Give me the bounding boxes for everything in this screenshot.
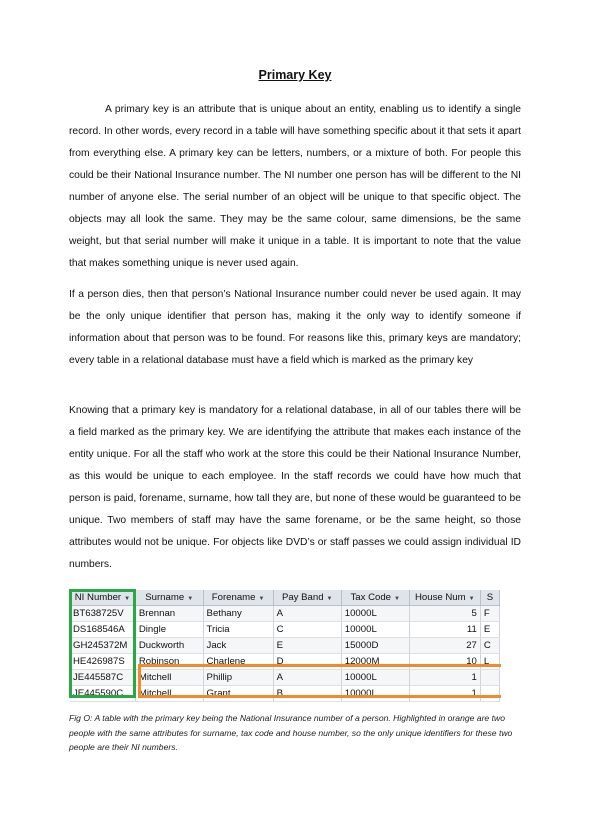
staff-table bbox=[70, 590, 500, 702]
column-header-tax-code[interactable]: Tax Code ▼ bbox=[341, 590, 409, 606]
column-header-surname[interactable]: Surname ▼ bbox=[135, 590, 203, 606]
table-cell[interactable]: 5 bbox=[409, 606, 480, 622]
table-body bbox=[70, 606, 500, 702]
table-cell[interactable]: 27 bbox=[409, 638, 480, 654]
filter-dropdown-icon[interactable]: ▼ bbox=[326, 596, 333, 602]
table-cell[interactable]: A bbox=[273, 670, 341, 686]
table-cell[interactable]: 15000D bbox=[341, 638, 409, 654]
table-cell[interactable]: Jack bbox=[203, 638, 273, 654]
figure-caption: Fig O: A table with the primary key being the National Insurance number of a person. Highlighted in orange are two people with the same attributes for surname, tax code and house number, so the only unique identifiers for these two people are their NI numbers. bbox=[69, 713, 513, 752]
table-cell[interactable]: Grant bbox=[203, 686, 273, 702]
table-header-row bbox=[70, 590, 500, 606]
paragraph-intro: A primary key is an attribute that is unique about an entity, enabling us to identify a single record. In other words, every record in a table will have something specific about it that sets it apart from everything else. A primary key can be letters, numbers, or a mixture of both. For people this could be their National Insurance number. The NI number one person has will be different to the NI number of anyone else. The serial number of an object will be unique to that specific object. The objects may all look the same. They may be the same colour, same dimensions, be the same weight, but that serial number will make it unique in a table. It is important to note that the value that makes something unique is never used again. bbox=[69, 104, 521, 269]
table-cell[interactable]: E bbox=[273, 638, 341, 654]
filter-dropdown-icon[interactable]: ▼ bbox=[187, 596, 194, 602]
table-cell[interactable]: JE445587C bbox=[70, 670, 135, 686]
column-header-truncated[interactable]: S bbox=[480, 590, 499, 606]
table-row bbox=[70, 670, 500, 686]
table-row bbox=[70, 606, 500, 622]
table-cell[interactable]: Charlene bbox=[203, 654, 273, 670]
table-cell[interactable]: 12000M bbox=[341, 654, 409, 670]
table-cell[interactable]: GH245372M bbox=[70, 638, 135, 654]
table-cell[interactable]: E bbox=[480, 622, 499, 638]
table-row bbox=[70, 622, 500, 638]
table-cell[interactable]: B bbox=[273, 686, 341, 702]
column-header-forename[interactable]: Forename ▼ bbox=[203, 590, 273, 606]
table-cell[interactable]: 10 bbox=[409, 654, 480, 670]
filter-dropdown-icon[interactable]: ▼ bbox=[124, 596, 131, 602]
table-cell[interactable]: 10000L bbox=[341, 670, 409, 686]
table-cell[interactable]: 1 bbox=[409, 670, 480, 686]
table-row bbox=[70, 654, 500, 670]
table-cell[interactable]: C bbox=[273, 622, 341, 638]
table-cell[interactable]: 10000L bbox=[341, 622, 409, 638]
table-cell[interactable]: BT638725V bbox=[70, 606, 135, 622]
table-cell[interactable]: D bbox=[273, 654, 341, 670]
table-cell[interactable] bbox=[480, 686, 499, 702]
table-cell[interactable]: Brennan bbox=[135, 606, 203, 622]
table-cell[interactable]: 10000L bbox=[341, 686, 409, 702]
table-cell[interactable]: 10000L bbox=[341, 606, 409, 622]
column-header-house-num[interactable]: House Num ▼ bbox=[409, 590, 480, 606]
paragraph-ni-reuse: If a person dies, then that person’s National Insurance number could never be used again. It may be the only unique identifier that person has, making it the only way to identify someone if information about that person was to be found. For reasons like this, primary keys are mandatory; every table in a relational database must have a field which is marked as the primary key bbox=[69, 289, 521, 366]
table-cell[interactable]: F bbox=[480, 606, 499, 622]
paragraph-mandatory: Knowing that a primary key is mandatory for a relational database, in all of our tables there will be a field marked as the primary key. We are identifying the attribute that makes each instance of the entity unique. For all the staff who work at the store this could be their National Insurance Number, as this would be unique to each employee. In the staff records we could have how much that person is paid, forename, surname, how tall they are, but none of these would be guaranteed to be unique. Two members of staff may have the same forename, or be the same height, so those attributes would not be unique. For objects like DVD’s or staff passes we could assign individual ID numbers. bbox=[69, 405, 521, 570]
column-header-ni-number[interactable]: NI Number ▼ bbox=[70, 590, 135, 606]
table-cell[interactable]: Dingle bbox=[135, 622, 203, 638]
filter-dropdown-icon[interactable]: ▼ bbox=[258, 596, 265, 602]
table-cell[interactable]: Duckworth bbox=[135, 638, 203, 654]
table-cell[interactable]: HE426987S bbox=[70, 654, 135, 670]
table-cell[interactable]: Tricia bbox=[203, 622, 273, 638]
table-cell[interactable]: Mitchell bbox=[135, 686, 203, 702]
table-cell[interactable]: Bethany bbox=[203, 606, 273, 622]
table-cell[interactable] bbox=[480, 670, 499, 686]
table-cell[interactable]: 11 bbox=[409, 622, 480, 638]
table-cell[interactable]: 1 bbox=[409, 686, 480, 702]
table-cell[interactable]: A bbox=[273, 606, 341, 622]
table-cell[interactable]: JE445590C bbox=[70, 686, 135, 702]
table-cell[interactable]: C bbox=[480, 638, 499, 654]
document-title: Primary Key bbox=[258, 68, 332, 82]
table-row bbox=[70, 638, 500, 654]
filter-dropdown-icon[interactable]: ▼ bbox=[394, 596, 400, 602]
table-cell[interactable]: Mitchell bbox=[135, 670, 203, 686]
column-header-pay-band[interactable]: Pay Band ▼ bbox=[273, 590, 341, 606]
table-cell[interactable]: DS168546A bbox=[70, 622, 135, 638]
table-cell[interactable]: Phillip bbox=[203, 670, 273, 686]
table-cell[interactable]: Robinson bbox=[135, 654, 203, 670]
staff-table-screenshot bbox=[70, 590, 500, 702]
table-row bbox=[70, 686, 500, 702]
filter-dropdown-icon[interactable]: ▼ bbox=[468, 596, 475, 602]
table-cell[interactable]: L bbox=[480, 654, 499, 670]
